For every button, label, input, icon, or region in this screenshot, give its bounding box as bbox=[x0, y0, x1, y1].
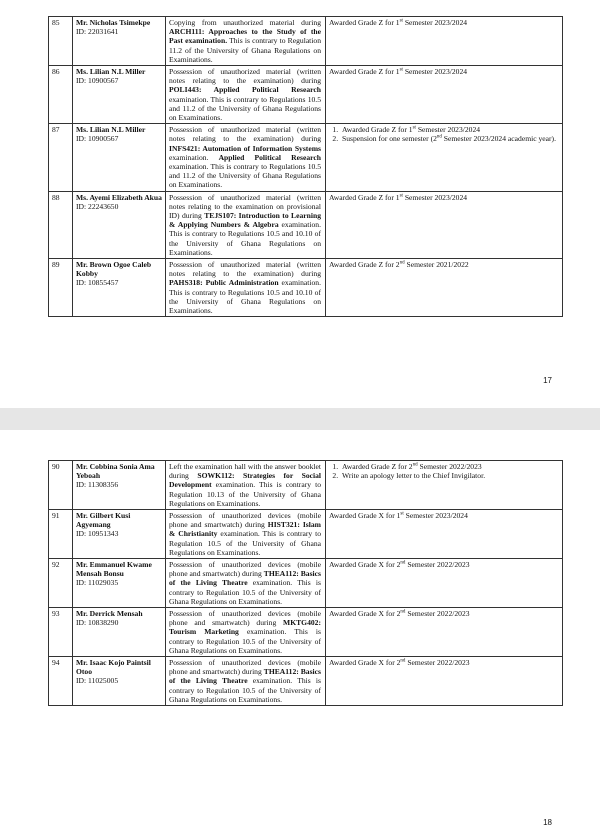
student-cell bbox=[73, 124, 166, 191]
course-title: HIST321: Islam & Christianity bbox=[169, 520, 321, 539]
penalty-text bbox=[329, 560, 560, 569]
student-cell bbox=[73, 461, 166, 510]
student-name: Mr. Emmanuel Kwame Mensah Bonsu bbox=[76, 560, 152, 579]
student-cell bbox=[73, 657, 166, 706]
ordinal-suffix: st bbox=[400, 511, 404, 517]
case-number: 94 bbox=[49, 657, 73, 706]
ordinal-suffix: nd bbox=[412, 462, 418, 468]
penalty-cell bbox=[326, 259, 563, 317]
disciplinary-table bbox=[48, 460, 563, 706]
text-run: Possession of unauthorized material (written notes relating to the examination) during bbox=[169, 67, 321, 86]
student-cell bbox=[73, 608, 166, 657]
ordinal-suffix: nd bbox=[399, 260, 405, 266]
penalty-list bbox=[329, 462, 560, 480]
offence-description bbox=[166, 657, 326, 706]
text-run: Write an apology letter to the Chief Invigilator. bbox=[342, 471, 486, 481]
text-run: Awarded Grade Z for 1 bbox=[342, 125, 413, 135]
ordinal-suffix: st bbox=[399, 67, 403, 73]
table-row bbox=[49, 510, 563, 559]
student-name: Mr. Derrick Mensah bbox=[76, 609, 143, 619]
table-row bbox=[49, 124, 563, 191]
text-run: Awarded Grade Z for 2 bbox=[342, 462, 413, 471]
ordinal-suffix: st bbox=[399, 193, 403, 199]
disciplinary-table bbox=[48, 16, 563, 317]
student-id: ID: 10838290 bbox=[76, 618, 119, 628]
page-number: 17 bbox=[543, 376, 552, 385]
offence-description bbox=[166, 66, 326, 124]
student-name: Mr. Cobbina Sonia Ama Yeboah bbox=[76, 462, 155, 481]
case-number: 90 bbox=[49, 461, 73, 510]
table-row bbox=[49, 608, 563, 657]
student-cell bbox=[73, 559, 166, 608]
text-run: Semester 2022/2023 bbox=[405, 560, 470, 570]
case-number: 93 bbox=[49, 608, 73, 657]
text-run: Awarded Grade Z for 1 bbox=[329, 18, 400, 27]
penalty-cell bbox=[326, 510, 563, 559]
text-run: Semester 2022/2023 bbox=[405, 658, 470, 668]
offence-description bbox=[166, 17, 326, 66]
penalty-item bbox=[340, 125, 560, 134]
document-page-17 bbox=[0, 0, 600, 408]
ordinal-suffix: nd bbox=[400, 560, 406, 566]
student-id: ID: 11025005 bbox=[76, 676, 119, 686]
student-id: ID: 10900567 bbox=[76, 134, 119, 144]
table-row bbox=[49, 461, 563, 510]
case-number: 86 bbox=[49, 66, 73, 124]
text-run: Semester 2023/2024 academic year). bbox=[441, 134, 556, 144]
penalty-cell bbox=[326, 124, 563, 191]
penalty-cell bbox=[326, 191, 563, 258]
student-id: ID: 10855457 bbox=[76, 278, 119, 288]
text-run: Possession of unauthorized devices (mobile phone and smartwatch) during bbox=[169, 511, 321, 530]
case-number: 91 bbox=[49, 510, 73, 559]
penalty-text bbox=[329, 67, 560, 76]
offence-description bbox=[166, 510, 326, 559]
penalty-item bbox=[340, 462, 560, 471]
penalty-cell bbox=[326, 608, 563, 657]
table-row bbox=[49, 657, 563, 706]
course-title: PAHS318: Public Administration bbox=[169, 278, 279, 288]
text-run: examination. This is contrary to Regulations 10.5 and 11.2 of the University of Ghana Regulations on Examinations. bbox=[169, 162, 321, 190]
text-run: examination. bbox=[169, 152, 219, 162]
text-run: Semester 2023/2024 bbox=[402, 192, 468, 202]
text-run: examination. This is contrary to Regulations 10.5 and 10.10 of the University of Ghana Regulations on Examinations. bbox=[169, 278, 321, 316]
penalty-text bbox=[329, 609, 560, 618]
text-run: Awarded Grade X for 2 bbox=[329, 560, 401, 570]
text-run: Semester 2022/2023 bbox=[417, 462, 482, 471]
penalty-cell bbox=[326, 17, 563, 66]
penalty-text bbox=[329, 193, 560, 202]
student-id: ID: 22031641 bbox=[76, 27, 119, 37]
text-run: Possession of unauthorized devices (mobile phone and smartwatch) during bbox=[169, 658, 321, 677]
student-cell bbox=[73, 510, 166, 559]
course-title: THEA112: Basics of the Living Theatre bbox=[169, 569, 321, 588]
offence-description bbox=[166, 259, 326, 317]
student-name: Mr. Gilbert Kusi Agyemang bbox=[76, 511, 131, 530]
penalty-cell bbox=[326, 559, 563, 608]
text-run: Semester 2023/2024 bbox=[402, 67, 468, 77]
text-run: Awarded Grade Z for 2 bbox=[329, 260, 400, 270]
penalty-cell bbox=[326, 66, 563, 124]
penalty-text bbox=[329, 18, 560, 27]
text-run: Possession of unauthorized material (written notes relating to the examination) during bbox=[169, 260, 321, 279]
table-row bbox=[49, 191, 563, 258]
penalty-text bbox=[329, 658, 560, 667]
table-row bbox=[49, 66, 563, 124]
text-run: Awarded Grade Z for 1 bbox=[329, 67, 400, 77]
text-run: Suspension for one semester (2 bbox=[342, 134, 437, 144]
text-run: examination. This is contrary to Regulation 10.5 of the University of Ghana Regulations on Examinations. bbox=[169, 529, 322, 557]
table-row bbox=[49, 559, 563, 608]
student-name: Ms. Lilian N.L Miller bbox=[76, 67, 146, 77]
penalty-cell bbox=[326, 657, 563, 706]
student-id: ID: 10900567 bbox=[76, 76, 119, 86]
text-run: examination. This is contrary to Regulation 10.5 of the University of Ghana Regulations on Examinations. bbox=[169, 627, 321, 655]
offence-description bbox=[166, 191, 326, 258]
text-run: examination. This is contrary to Regulations 10.5 and 10.10 of the University of Ghana Regulations on Examinations. bbox=[169, 220, 321, 257]
text-run: examination. This is contrary to Regulation 10.5 of the University of Ghana Regulations on Examinations. bbox=[169, 578, 322, 606]
case-number: 85 bbox=[49, 17, 73, 66]
text-run: Awarded Grade X for 2 bbox=[329, 658, 401, 668]
case-number: 87 bbox=[49, 124, 73, 191]
text-run: Copying from unauthorized material during bbox=[169, 18, 321, 27]
table-row bbox=[49, 259, 563, 317]
penalty-item bbox=[340, 471, 560, 480]
text-run: examination. This is contrary to Regulation 10.13 of the University of Ghana Regulations on Examinations. bbox=[169, 480, 321, 508]
student-name: Ms. Lilian N.L Miller bbox=[76, 125, 146, 135]
course-title: THEA112: Basics of the Living Theatre bbox=[169, 667, 321, 686]
course-title: Applied Political Research bbox=[218, 152, 321, 162]
ordinal-suffix: nd bbox=[400, 658, 406, 664]
course-title: TEJS107: Introduction to Learning & Applying Numbers & Algebra bbox=[169, 211, 322, 230]
penalty-list bbox=[329, 125, 560, 143]
text-run: Semester 2022/2023 bbox=[405, 609, 470, 619]
student-name: Mr. Nicholas Tsimekpe bbox=[76, 18, 151, 27]
penalty-item bbox=[340, 134, 560, 143]
text-run: Possession of unauthorized material (written notes relating to the examination on provisional ID) during bbox=[169, 192, 321, 221]
offence-description bbox=[166, 461, 326, 510]
course-title: INFS421: Automation of Information Systems bbox=[169, 143, 321, 153]
penalty-text bbox=[329, 260, 560, 269]
text-run: Semester 2021/2022 bbox=[404, 260, 469, 270]
course-title: ARCH111: Approaches to the Study of the Past examination. bbox=[169, 27, 321, 46]
page-number: 18 bbox=[543, 818, 552, 827]
penalty-text bbox=[329, 511, 560, 520]
ordinal-suffix: st bbox=[412, 125, 416, 131]
student-cell bbox=[73, 66, 166, 124]
text-run: Awarded Grade Z for 1 bbox=[329, 192, 400, 202]
text-run: Possession of unauthorized devices (mobile phone and smartwatch) during bbox=[169, 560, 321, 579]
text-run: examination. This is contrary to Regulations 10.5 and 11.2 of the University of Ghana Regulations on Examinations. bbox=[169, 94, 321, 123]
case-number: 92 bbox=[49, 559, 73, 608]
course-title: POLI443: Applied Political Research bbox=[169, 85, 321, 95]
text-run: Awarded Grade X for 1 bbox=[329, 511, 401, 521]
table-row bbox=[49, 17, 563, 66]
course-title: SOWK112: Strategies for Social Development bbox=[169, 471, 322, 490]
case-number: 88 bbox=[49, 191, 73, 258]
student-cell bbox=[73, 259, 166, 317]
student-cell bbox=[73, 191, 166, 258]
text-run: Semester 2023/2024 bbox=[403, 511, 468, 521]
case-number: 89 bbox=[49, 259, 73, 317]
penalty-cell bbox=[326, 461, 563, 510]
text-run: Left the examination hall with the answer booklet during bbox=[169, 462, 321, 481]
ordinal-suffix: nd bbox=[400, 609, 406, 615]
student-name: Mr. Isaac Kojo Paintsil Otoo bbox=[76, 658, 151, 677]
text-run: examination. This is contrary to Regulation 10.5 of the University of Ghana Regulations on Examinations. bbox=[169, 676, 322, 704]
course-title: MKTG402: Tourism Marketing bbox=[169, 618, 321, 637]
page-separator bbox=[0, 408, 600, 430]
student-cell bbox=[73, 17, 166, 66]
document-page-18 bbox=[0, 430, 600, 830]
text-run: Possession of unauthorized devices (mobile phone and smartwatch) during bbox=[169, 609, 321, 628]
text-run: Semester 2023/2024 bbox=[415, 125, 481, 135]
ordinal-suffix: st bbox=[399, 18, 403, 24]
student-id: ID: 11308356 bbox=[76, 480, 119, 490]
student-id: ID: 10951343 bbox=[76, 529, 119, 539]
offence-description bbox=[166, 559, 326, 608]
text-run: Semester 2023/2024 bbox=[402, 18, 468, 27]
text-run: Awarded Grade X for 2 bbox=[329, 609, 401, 619]
offence-description bbox=[166, 608, 326, 657]
student-id: ID: 11029035 bbox=[76, 578, 119, 588]
student-name: Mr. Brown Ogoe Caleb Kobby bbox=[76, 260, 152, 279]
student-name: Ms. Ayemi Elizabeth Akua bbox=[76, 192, 162, 202]
text-run: This is contrary to Regulation 11.2 of the University of Ghana Regulations on Examinations. bbox=[169, 36, 322, 64]
text-run: Possession of unauthorized material (written notes relating to the examination) during bbox=[169, 125, 321, 144]
student-id: ID: 22243650 bbox=[76, 201, 119, 211]
ordinal-suffix: nd bbox=[436, 134, 442, 140]
offence-description bbox=[166, 124, 326, 191]
